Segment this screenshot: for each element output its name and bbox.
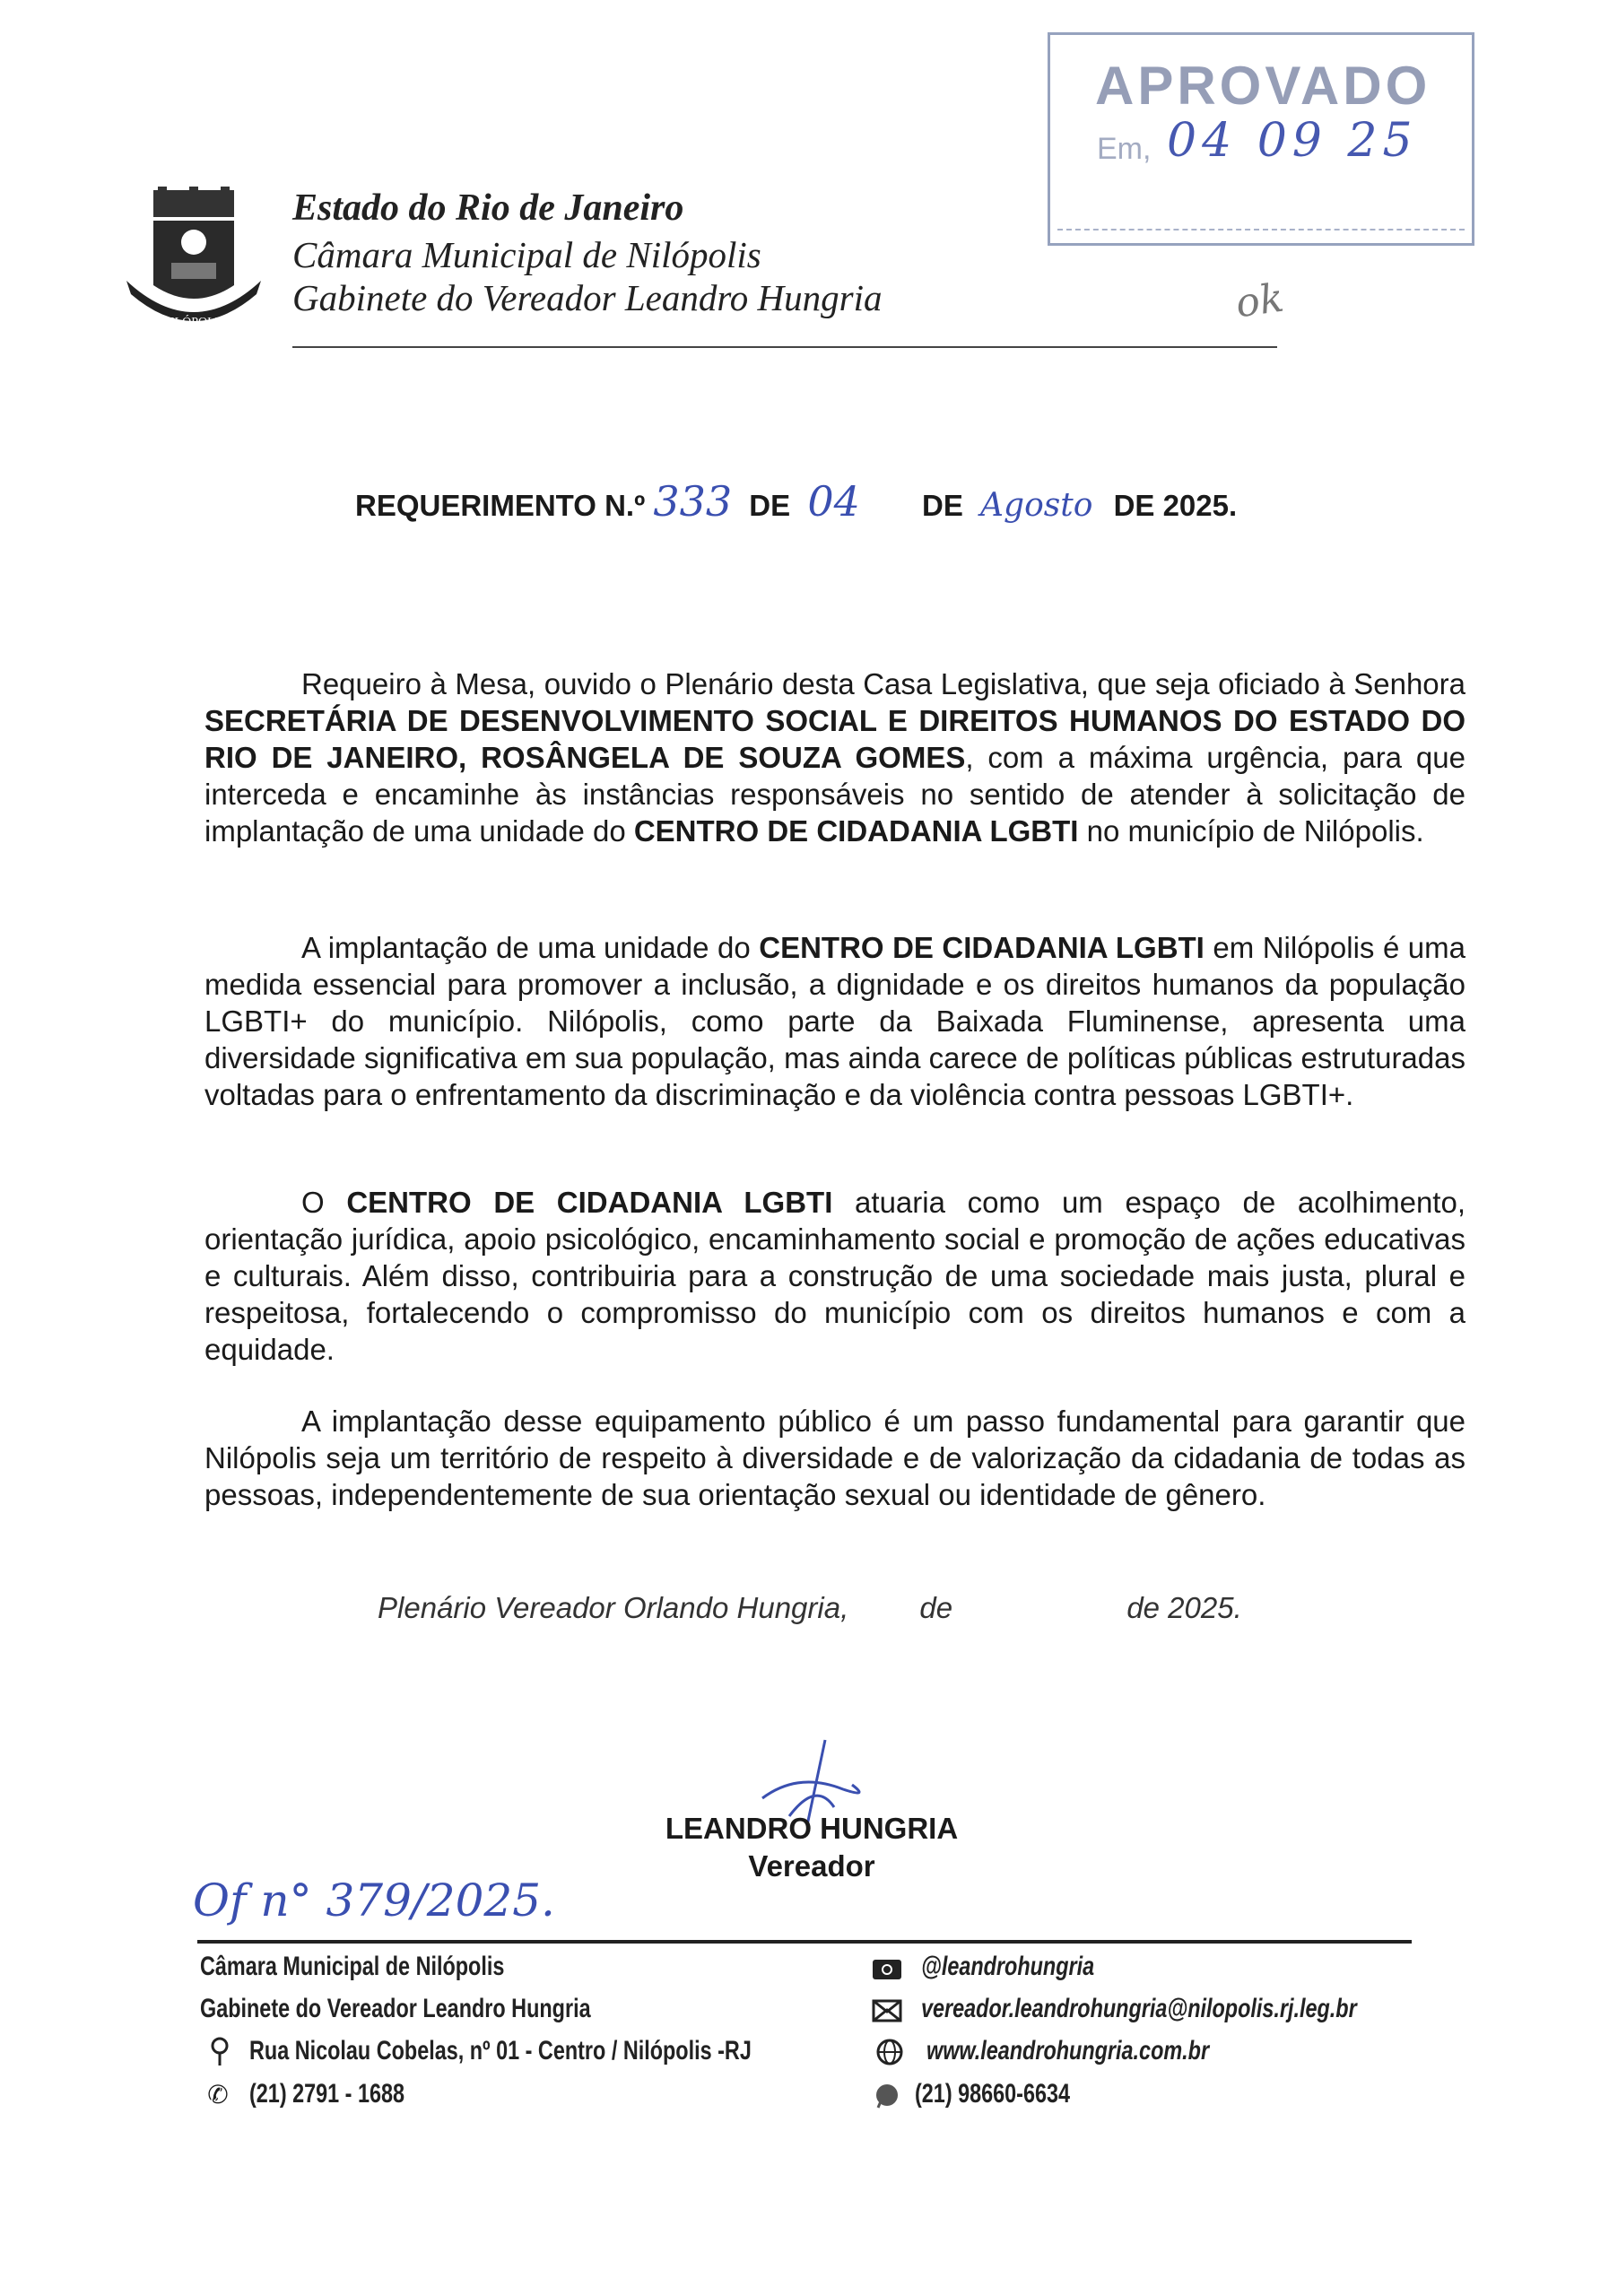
coat-of-arms-logo	[122, 187, 265, 339]
title-day: 04	[807, 477, 860, 526]
closing-year: de 2025.	[1126, 1591, 1242, 1624]
closing-place: Plenário Vereador Orlando Hungria,	[378, 1591, 849, 1624]
bold-text: SECRETÁRIA DE DESENVOLVIMENTO SOCIAL E DIREITOS HUMANOS DO ESTADO DO RIO DE JANEIRO, ROSÂNGELA DE SOUZA GOMES	[204, 704, 1465, 774]
phone-icon: ✆	[207, 2080, 229, 2109]
email-icon	[872, 1997, 902, 2024]
footer-email: vereador.leandrohungria@nilopolis.rj.leg.br	[921, 1994, 1357, 2023]
footer-website: www.leandrohungria.com.br	[926, 2036, 1210, 2066]
footer-address: Rua Nicolau Cobelas, nº 01 - Centro / Nilópolis -RJ	[249, 2036, 752, 2066]
signatory-role: Vereador	[748, 1849, 875, 1883]
header-chamber: Câmara Municipal de Nilópolis	[292, 234, 761, 275]
footer-org: Câmara Municipal de Nilópolis	[200, 1952, 505, 1981]
whatsapp-icon	[872, 2083, 902, 2109]
footer-instagram: @leandrohungria	[921, 1952, 1095, 1981]
header-state: Estado do Rio de Janeiro	[292, 187, 684, 229]
body-text: Requeiro à Mesa, ouvido o Plenário desta Casa Legislativa, que seja oficiado à Senhora	[301, 667, 1465, 700]
body-text: O	[301, 1186, 347, 1219]
stamp-title: APROVADO	[1095, 56, 1431, 116]
protocol-note: Of n° 379/2025.	[193, 1874, 555, 1926]
footer-phone: (21) 2791 - 1688	[249, 2079, 405, 2109]
title-suffix: DE 2025.	[1113, 489, 1238, 522]
bold-text: CENTRO DE CIDADANIA LGBTI	[346, 1186, 833, 1219]
body-text: , com a máxima urgência, para que interceda e encaminhe às instâncias responsáveis no sentido de atender à solicitação de implantação de uma unidade do	[204, 741, 1465, 848]
svg-text:NILÓPOLIS: NILÓPOLIS	[161, 316, 227, 329]
body-text: no município de Nilópolis.	[1078, 814, 1424, 848]
paragraph-1	[204, 665, 1465, 849]
ok-mark: ok	[1232, 274, 1287, 327]
paragraph-2	[204, 929, 1465, 1113]
globe-icon	[874, 2039, 905, 2066]
instagram-icon	[872, 1955, 902, 1982]
closing-de: de	[919, 1591, 953, 1624]
closing-line	[378, 1591, 1242, 1625]
signatory-name: LEANDRO HUNGRIA	[665, 1812, 959, 1845]
bold-text: CENTRO DE CIDADANIA LGBTI	[633, 814, 1079, 848]
document-title	[355, 477, 1237, 526]
approval-stamp	[1048, 32, 1474, 246]
footer-divider	[197, 1940, 1412, 1944]
location-pin-icon	[204, 2038, 235, 2065]
bold-text: CENTRO DE CIDADANIA LGBTI	[759, 931, 1205, 964]
title-de-2: DE	[922, 489, 963, 522]
footer-office: Gabinete do Vereador Leandro Hungria	[200, 1994, 591, 2023]
stamp-date: 04 09 25	[1167, 114, 1418, 168]
title-month: Agosto	[980, 487, 1093, 524]
header-office: Gabinete do Vereador Leandro Hungria	[292, 277, 883, 318]
title-de-1: DE	[749, 489, 791, 522]
title-number: 333	[653, 477, 733, 526]
body-text: atuaria como um espaço de acolhimento, orientação jurídica, apoio psicológico, encaminhamento social e promoção de ações educativas e culturais. Além disso, contribuiria para a construção de uma sociedade mais justa, plural e respeitosa, fortalecendo o compromisso do município com os direitos humanos e com a equidade.	[204, 1186, 1465, 1366]
body-text: A implantação de uma unidade do	[301, 931, 760, 964]
body-text: A implantação desse equipamento público é um passo fundamental para garantir que Nilópolis seja um território de respeito à diversidade e de valorização da cidadania de todas as pessoas, independentemente de sua orientação sexual ou identidade de gênero.	[204, 1405, 1465, 1511]
footer-whatsapp: (21) 98660-6634	[915, 2079, 1071, 2109]
stamp-em-label: Em,	[1097, 132, 1152, 166]
paragraph-3	[204, 1184, 1465, 1368]
body-text: em Nilópolis é uma medida essencial para promover a inclusão, a dignidade e os direitos humanos da população LGBTI+ do município. Nilópolis, como parte da Baixada Fluminense, apresenta uma diversidade significativa em sua população, mas ainda carece de políticas públicas estruturadas voltadas para o enfrentamento da discriminação e da violência contra pessoas LGBTI+.	[204, 931, 1465, 1111]
header-divider	[292, 346, 1277, 348]
paragraph-4	[204, 1403, 1465, 1513]
title-prefix: REQUERIMENTO N.º	[355, 489, 646, 522]
